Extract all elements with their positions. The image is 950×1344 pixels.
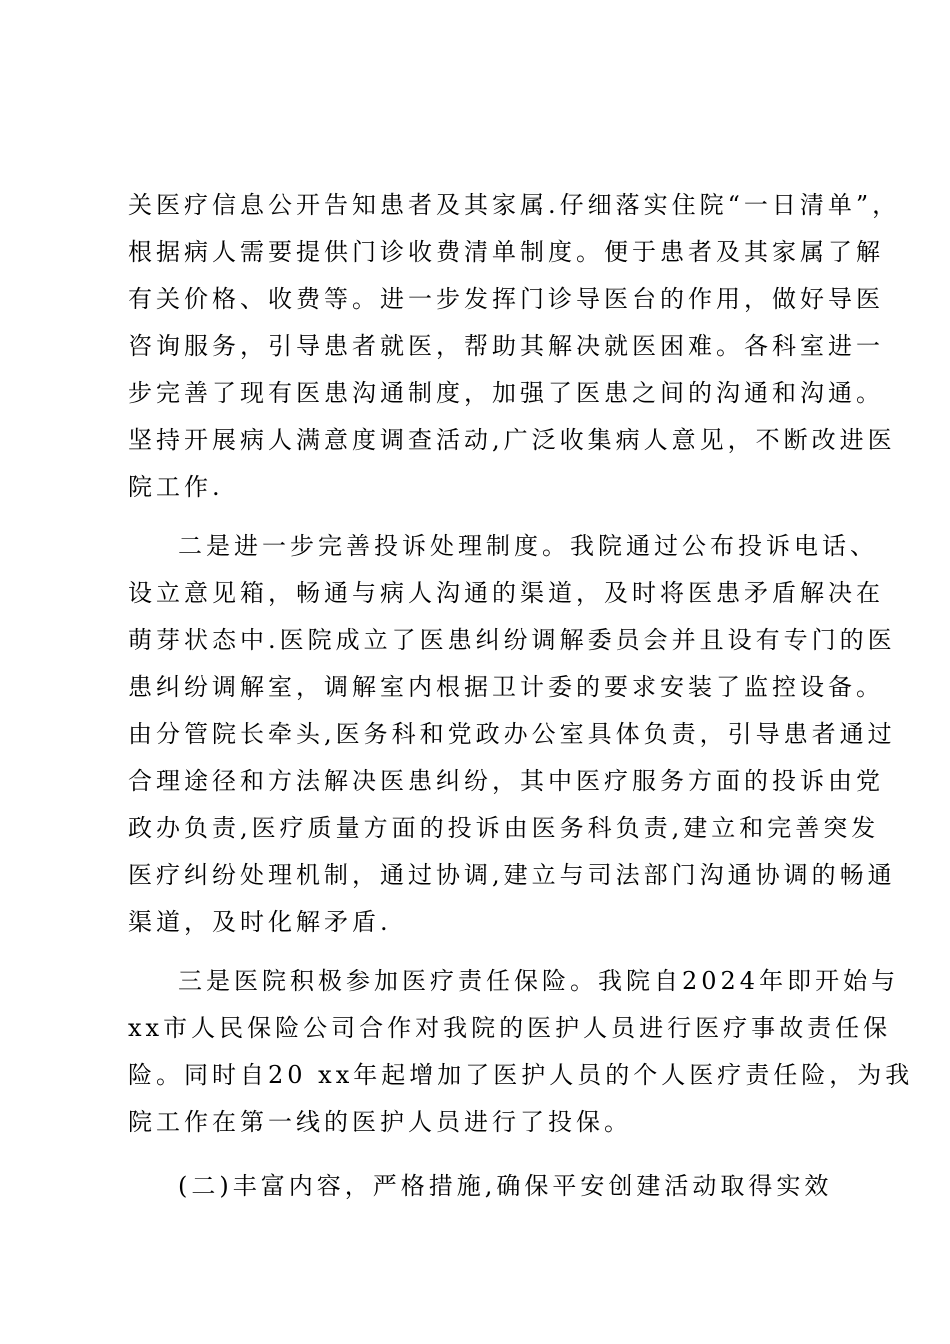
text-line: 由分管院长牵头,医务科和党政办公室具体负责，引导患者通过 <box>128 720 896 748</box>
paragraph-start-line: 二是进一步完善投诉处理制度。我院通过公布投诉电话、 <box>178 532 878 560</box>
text-line: 萌芽状态中.医院成立了医患纠纷调解委员会并且设有专门的医 <box>128 626 896 654</box>
text-line: 步完善了现有医患沟通制度，加强了医患之间的沟通和沟通。 <box>128 379 884 407</box>
text-line: 坚持开展病人满意度调查活动,广泛收集病人意见，不断改进医 <box>128 426 896 454</box>
text-line: 渠道，及时化解矛盾. <box>128 908 392 936</box>
text-line: 关医疗信息公开告知患者及其家属.仔细落实住院“一日清单”， <box>128 191 901 219</box>
text-line: 院工作. <box>128 473 224 501</box>
text-line: 咨询服务，引导患者就医，帮助其解决就医困难。各科室进一 <box>128 332 884 360</box>
text-line: 设立意见箱，畅通与病人沟通的渠道，及时将医患矛盾解决在 <box>128 579 884 607</box>
text-line: 患纠纷调解室，调解室内根据卫计委的要求安装了监控设备。 <box>128 673 884 701</box>
text-line: 政办负责,医疗质量方面的投诉由医务科负责,建立和完善突发 <box>128 814 880 842</box>
paragraph-start-line: 三是医院积极参加医疗责任保险。我院自2024年即开始与 <box>178 967 900 995</box>
text-line: 院工作在第一线的医护人员进行了投保。 <box>128 1108 632 1136</box>
text-line: 医疗纠纷处理机制，通过协调,建立与司法部门沟通协调的畅通 <box>128 861 896 889</box>
text-line: 合理途径和方法解决医患纠纷，其中医疗服务方面的投诉由党 <box>128 767 884 795</box>
section-heading: (二)丰富内容，严格措施,确保平安创建活动取得实效 <box>178 1172 833 1200</box>
text-line: 险。同时自20 xx年起增加了医护人员的个人医疗责任险，为我 <box>128 1061 914 1089</box>
text-line: 根据病人需要提供门诊收费清单制度。便于患者及其家属了解 <box>128 238 884 266</box>
text-line: xx市人民保险公司合作对我院的医护人员进行医疗事故责任保 <box>128 1014 892 1042</box>
text-line: 有关价格、收费等。进一步发挥门诊导医台的作用，做好导医 <box>128 285 884 313</box>
